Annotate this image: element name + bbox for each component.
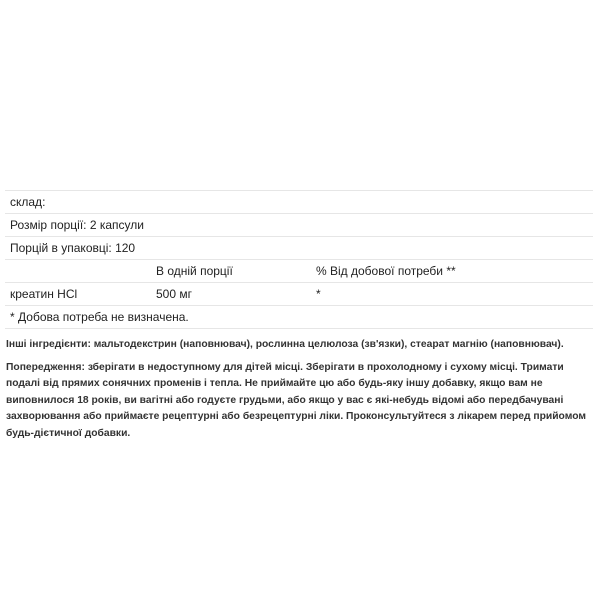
supplement-facts-table — [5, 190, 593, 329]
footnote-row — [5, 306, 593, 329]
notes — [6, 337, 596, 448]
serving-size: Розмір порції: 2 капсули — [10, 218, 144, 232]
header-daily-value: % Від добової потреби ** — [316, 264, 456, 278]
other-ingredients: Інші інгредієнти: мальтодекстрин (наповнювач), рослинна целюлоза (зв'язки), стеарат магнію (наповнювач). — [6, 339, 564, 350]
ingredient-name: креатин HCl — [10, 287, 78, 301]
warning: Попередження: зберігати в недоступному для дітей місці. Зберігати в прохолодному і сухому місці. Тримати подалі від прямих сонячних променів і тепла. Не приймайте цю або будь-яку іншу добавку, якщо вам не виповнилося 18 років, ви вагітні або годуєте грудьми, або якщо у вас є які-небудь відомі або передбачувані захворювання або приймаєте рецептурні або безрецептурні ліки. Проконсультуйтеся з лікарем перед прийомом будь-дієтичної добавки. — [6, 361, 586, 439]
composition-label: склад: — [10, 195, 46, 209]
ingredient-amount: 500 мг — [156, 287, 192, 301]
serving-size-row — [5, 214, 593, 237]
header-per-serving: В одній порції — [156, 264, 233, 278]
footnote: * Добова потреба не визначена. — [10, 310, 189, 324]
table-header-row — [5, 260, 593, 283]
table-row — [5, 283, 593, 306]
servings-row — [5, 237, 593, 260]
servings-per-container: Порцій в упаковці: 120 — [10, 241, 136, 255]
composition-row — [5, 191, 593, 214]
ingredient-daily-value: * — [316, 287, 321, 301]
